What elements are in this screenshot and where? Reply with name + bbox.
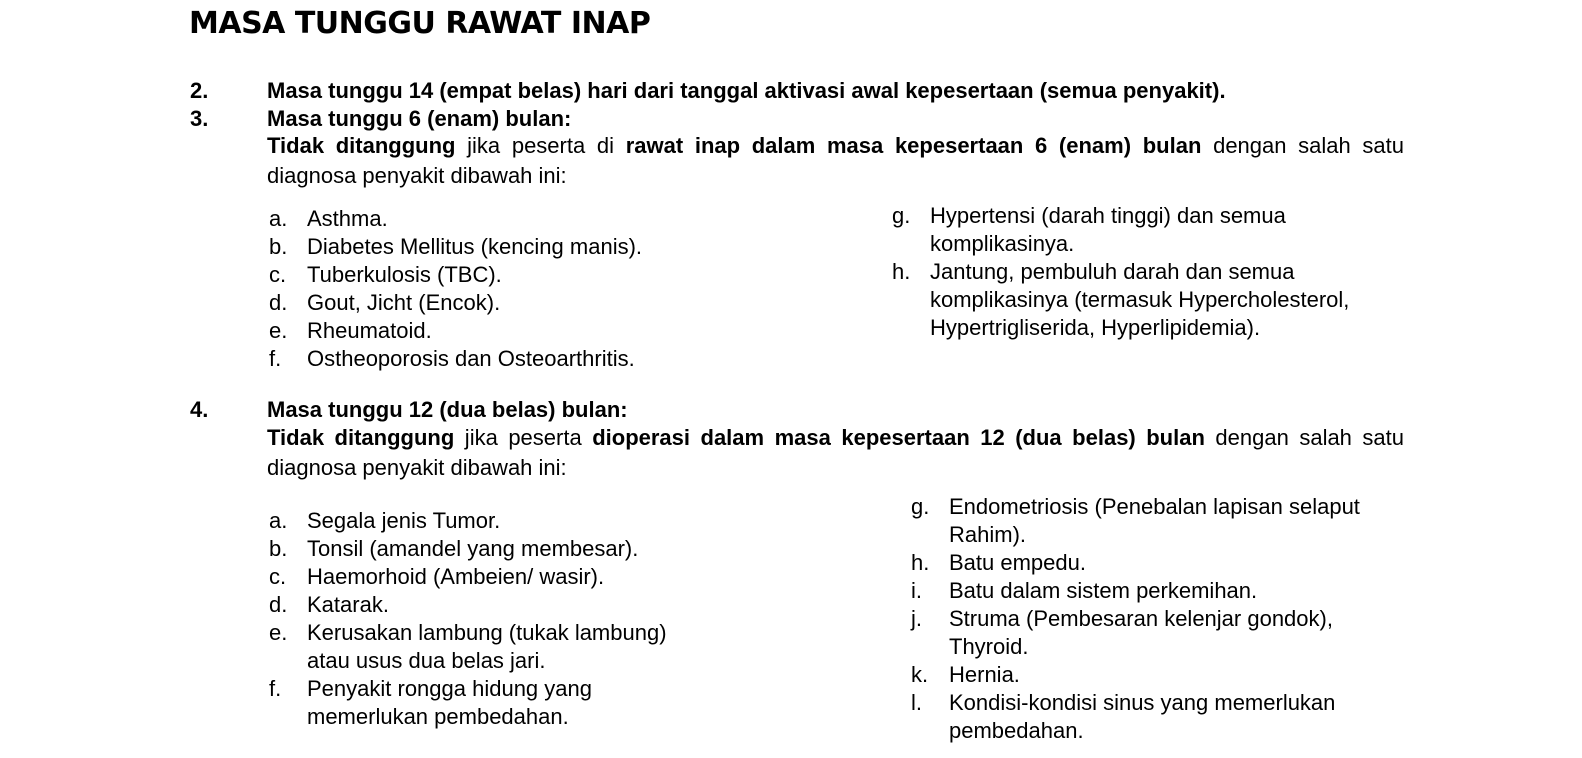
section-3-condition: rawat inap dalam masa kepesertaan 6 (enam) bulan: [625, 133, 1202, 158]
section-4-right-list: [911, 493, 1411, 745]
section-2-heading: Masa tunggu 14 (empat belas) hari dari tanggal aktivasi awal kepesertaan (semua penyakit).: [267, 78, 1226, 103]
list-item: c. Tuberkulosis (TBC).: [269, 262, 502, 287]
section-3-left-list: [269, 205, 829, 373]
page-title: MASA TUNGGU RAWAT INAP: [189, 6, 651, 41]
section-3-not-covered: Tidak ditanggung: [267, 133, 456, 158]
list-item: h. Batu empedu.: [911, 550, 1086, 575]
section-4-paragraph: [267, 423, 1404, 483]
section-3-heading: Masa tunggu 6 (enam) bulan:: [267, 106, 572, 131]
section-3-number: 3.: [190, 106, 209, 131]
list-item: k. Hernia.: [911, 662, 1020, 687]
list-item: f. Penyakit rongga hidung yang memerlukan pembedahan.: [269, 676, 592, 729]
section-3-text-1: jika peserta di: [455, 133, 626, 158]
list-item: e. Rheumatoid.: [269, 318, 432, 343]
list-item: d. Katarak.: [269, 592, 389, 617]
section-3-right-list: [892, 202, 1412, 342]
list-item: g. Hypertensi (darah tinggi) dan semua komplikasinya.: [892, 203, 1286, 256]
section-3-paragraph: [267, 131, 1404, 191]
list-item: e. Kerusakan lambung (tukak lambung) atau usus dua belas jari.: [269, 620, 667, 673]
list-item: l. Kondisi-kondisi sinus yang memerlukan pembedahan.: [911, 690, 1336, 743]
list-item: i. Batu dalam sistem perkemihan.: [911, 578, 1258, 603]
section-4-text-2: dengan salah satu diagnosa penyakit dibawah ini:: [267, 425, 1405, 480]
section-4-not-covered: Tidak ditanggung: [267, 425, 455, 450]
section-4-condition: dioperasi dalam masa kepesertaan 12 (dua belas) bulan: [592, 425, 1205, 450]
list-item: a. Asthma.: [269, 206, 388, 231]
list-item: d. Gout, Jicht (Encok).: [269, 290, 501, 315]
list-item: j. Struma (Pembesaran kelenjar gondok), Thyroid.: [911, 606, 1333, 659]
list-item: g. Endometriosis (Penebalan lapisan selaput Rahim).: [911, 494, 1360, 547]
section-4-heading: Masa tunggu 12 (dua belas) bulan:: [267, 397, 628, 422]
section-4-text-1: jika peserta: [454, 425, 593, 450]
list-item: f. Ostheoporosis dan Osteoarthritis.: [269, 346, 635, 371]
section-4-left-list: [269, 507, 709, 731]
section-2-number: 2.: [190, 78, 209, 103]
section-4-number: 4.: [190, 397, 209, 422]
list-item: a. Segala jenis Tumor.: [269, 508, 501, 533]
list-item: b. Tonsil (amandel yang membesar).: [269, 536, 639, 561]
list-item: b. Diabetes Mellitus (kencing manis).: [269, 234, 643, 259]
list-item: c. Haemorhoid (Ambeien/ wasir).: [269, 564, 605, 589]
list-item: h. Jantung, pembuluh darah dan semua komplikasinya (termasuk Hypercholesterol, Hypertrigliserida, Hyperlipidemia).: [892, 259, 1350, 340]
section-3-text-2: dengan salah satu diagnosa penyakit dibawah ini:: [267, 133, 1405, 188]
